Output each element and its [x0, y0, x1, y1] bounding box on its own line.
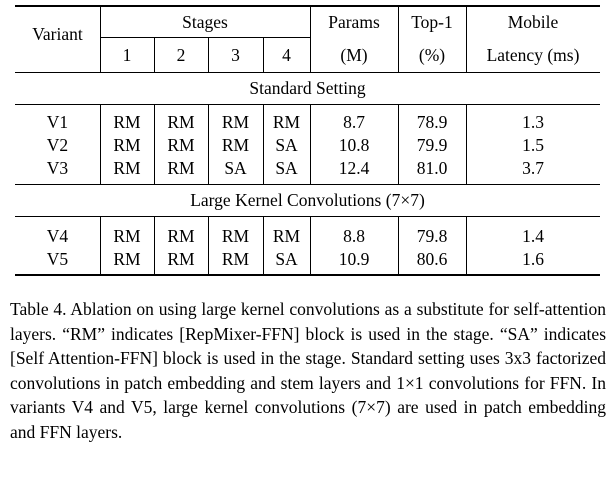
cell-stage-1: RM	[113, 112, 141, 132]
cell-stage-2: RM	[167, 226, 195, 246]
cell-latency: 1.3	[522, 112, 544, 132]
header-top1-unit: (%)	[418, 45, 446, 65]
cell-stage-1: RM	[113, 135, 141, 155]
cell-stage-1: RM	[113, 226, 141, 246]
cell-stage-4: SA	[275, 249, 298, 269]
cell-params: 8.8	[343, 226, 365, 246]
cell-variant: V5	[46, 249, 69, 269]
header-params-unit: (M)	[340, 45, 368, 65]
table-caption: Table 4. Ablation on using large kernel convolutions as a substitute for self-attention layers. “RM” indicates [RepMixer-FFN] block is used in the stage. “SA” indicates [Self Attention-FFN] block is used in the stage. Standard setting uses 3x3 factorized convolutions in patch embedding and stem layers and 1×1 convolutions for FFN. In variants V4 and V5, large kernel convolutions (7×7) are used in patch embedding and FFN layers.	[10, 299, 606, 442]
header-variant: Variant	[32, 24, 83, 44]
cell-stage-2: RM	[167, 158, 195, 178]
stages-underline	[100, 37, 310, 38]
section-title-standard: Standard Setting	[249, 78, 366, 98]
cell-stage-3: RM	[221, 135, 250, 155]
cell-stage-1: RM	[113, 158, 141, 178]
table-bottom-rule	[15, 274, 600, 276]
cell-top1: 79.9	[416, 135, 448, 155]
header-stage-4: 4	[282, 45, 291, 65]
cell-stage-1: RM	[113, 249, 141, 269]
cell-stage-4: RM	[272, 226, 301, 246]
cell-params: 10.9	[338, 249, 370, 269]
cell-stage-4: SA	[275, 158, 298, 178]
cell-stage-4: RM	[272, 112, 301, 132]
header-stages: Stages	[182, 12, 228, 32]
header-params: Params	[328, 12, 380, 32]
header-mobile: Mobile	[507, 12, 559, 32]
cell-variant: V1	[46, 112, 69, 132]
header-bottom-rule	[15, 72, 600, 73]
cell-stage-4: SA	[275, 135, 298, 155]
cell-top1: 78.9	[416, 112, 448, 132]
cell-variant: V2	[46, 135, 69, 155]
section2-title-rule	[15, 216, 600, 217]
header-top1: Top-1	[411, 12, 453, 32]
header-latency: Latency (ms)	[486, 45, 580, 65]
header-stage-2: 2	[176, 45, 186, 65]
section-title-large-kernel: Large Kernel Convolutions (7×7)	[190, 190, 425, 210]
cell-params: 12.4	[338, 158, 370, 178]
cell-stage-3: RM	[221, 249, 250, 269]
cell-top1: 81.0	[416, 158, 448, 178]
cell-latency: 1.5	[522, 135, 544, 155]
cell-variant: V4	[46, 226, 69, 246]
cell-top1: 79.8	[416, 226, 448, 246]
cell-latency: 1.4	[522, 226, 544, 246]
cell-latency: 1.6	[522, 249, 544, 269]
cell-params: 10.8	[338, 135, 370, 155]
section1-bottom-rule	[15, 184, 600, 185]
table-top-rule	[15, 5, 600, 7]
cell-latency: 3.7	[522, 158, 544, 178]
cell-variant: V3	[46, 158, 69, 178]
cell-stage-3: SA	[224, 158, 247, 178]
header-stage-3: 3	[231, 45, 240, 65]
cell-stage-2: RM	[167, 135, 195, 155]
cell-stage-2: RM	[167, 112, 195, 132]
cell-stage-3: RM	[221, 226, 250, 246]
section1-title-rule	[15, 104, 600, 105]
cell-top1: 80.6	[416, 249, 448, 269]
cell-params: 8.7	[343, 112, 365, 132]
cell-stage-2: RM	[167, 249, 195, 269]
header-stage-1: 1	[122, 45, 132, 65]
cell-stage-3: RM	[221, 112, 250, 132]
